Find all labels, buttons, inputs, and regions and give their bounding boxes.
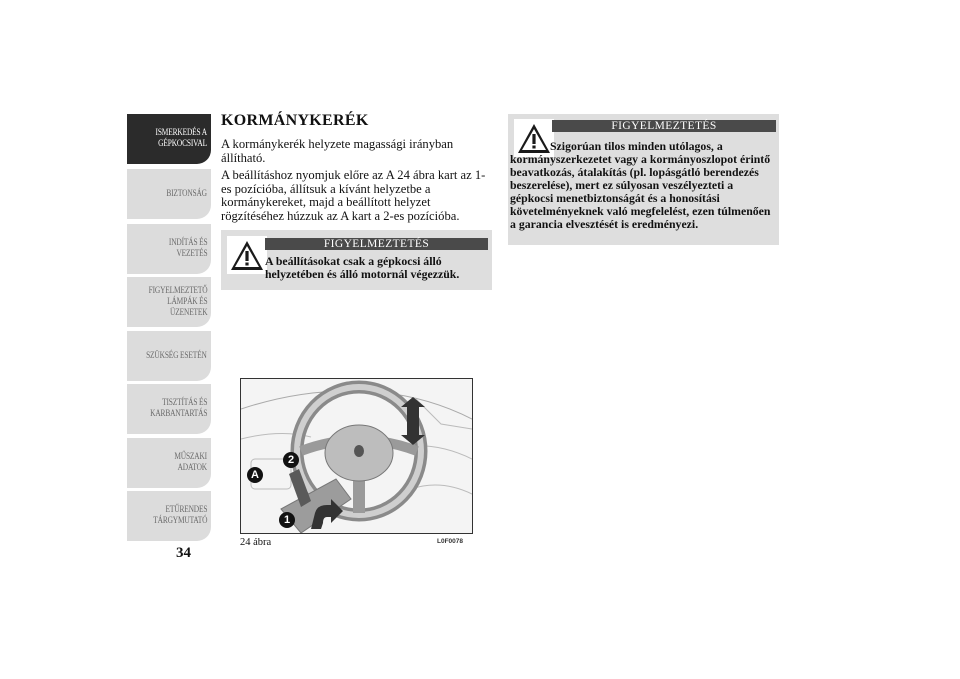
callout-position-2: 2	[283, 452, 299, 468]
figure-caption: 24 ábra	[240, 537, 272, 548]
warning-heading: FIGYELMEZTETÉS	[552, 120, 776, 132]
warning-text: Szigorúan tilos minden utólagos, a kormányszerkezetet vagy a kormányoszlopot érintő beavatkozás, átalakítás (pl. lopásgátló berendezés beszerelése), mert ez súlyosan veszélyezteti a gépkocsi menetbiztonságát és a honosítási követelményeknek való megfelelést, ezen túlmenően a garancia elvesztését is eredményezi.	[510, 139, 771, 231]
steering-wheel-illustration	[241, 379, 472, 533]
tab-inditas[interactable]	[127, 224, 211, 274]
warning-triangle-icon	[227, 236, 267, 274]
tab-label: MŰSZAKI ADATOK	[174, 452, 207, 473]
tab-label: TISZTÍTÁS ÉS KARBANTARTÁS	[149, 398, 207, 419]
tab-szukseg[interactable]	[127, 331, 211, 381]
tab-label: SZÜKSÉG ESETÉN	[146, 350, 207, 361]
section-title: KORMÁNYKERÉK	[221, 112, 369, 129]
tab-muszaki[interactable]	[127, 438, 211, 488]
tab-label: ISMERKEDÉS A GÉPKOCSIVAL	[155, 128, 207, 149]
warning-heading: FIGYELMEZTETÉS	[265, 238, 488, 250]
tab-targymutato[interactable]	[127, 491, 211, 541]
callout-lever-a: A	[247, 467, 263, 483]
warning-text: A beállításokat csak a gépkocsi álló helyzetében és álló motornál végezzük.	[265, 254, 460, 281]
paragraph-instructions: A beállításhoz nyomjuk előre az A 24 ábra kart az 1-es pozícióba, állítsuk a kívánt helyzetbe a kormánykereket, majd a beállított helyzet rögzítéséhez húzzuk az A kart a 2-es pozícióba.	[221, 168, 486, 223]
steering-wheel-figure	[240, 378, 473, 534]
paragraph-intro: A kormánykerék helyzete magassági irányban állítható.	[221, 137, 454, 165]
tab-label: FIGYELMEZTETŐ LÁMPÁK ÉS ÜZENETEK	[148, 285, 207, 318]
tab-ismerkedes[interactable]	[127, 114, 211, 164]
figure-code: L0F0078	[437, 538, 464, 545]
tab-label: INDÍTÁS ÉS VEZETÉS	[168, 238, 207, 259]
page-number: 34	[176, 545, 191, 561]
callout-position-1: 1	[279, 512, 295, 528]
warning-box-modification	[508, 114, 779, 245]
warning-box-settings	[221, 230, 492, 290]
tab-tisztitas[interactable]	[127, 384, 211, 434]
tab-biztonsag[interactable]	[127, 169, 211, 219]
tab-label: BIZTONSÁG	[166, 188, 207, 199]
tab-label: ETŰRENDES TÁRGYMUTATÓ	[152, 505, 207, 526]
tab-figyelmezteto[interactable]	[127, 277, 211, 327]
